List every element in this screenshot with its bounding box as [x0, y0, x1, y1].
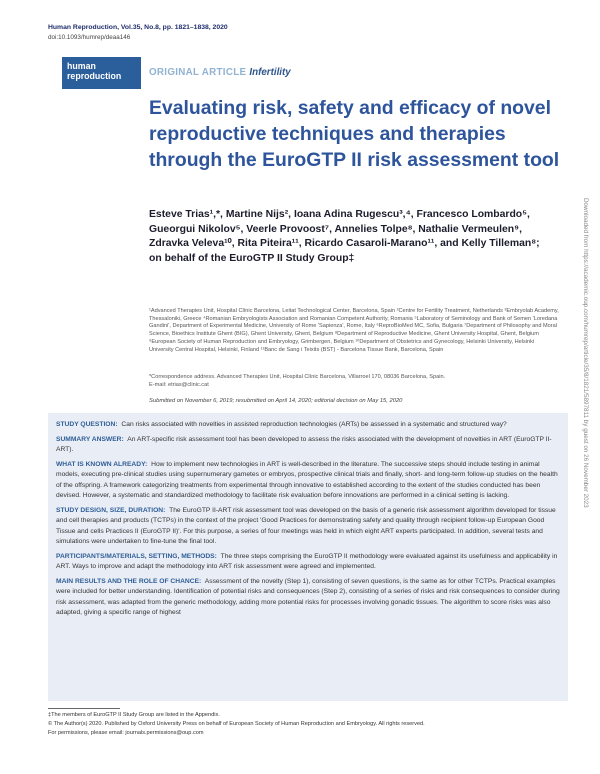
correspondence-email[interactable]: E-mail: etrias@clinic.cat	[149, 382, 209, 388]
abstract-text: How to implement new technologies in ART is well-described in the literature. The successive steps should include testing in animal models, executing pre-clinical studies using supernumerary gametes or embryos, prospective clinical trials and finally, short- and long-term follow-up studies on the health of the offspring. A framework categorizing treatments from experimental through innovative to established according to the extent of the studies conducted has been devised. However, a systematic and standardized methodology to facilitate risk evaluation before innovations are performed in a clinical setting is lacking.	[56, 460, 558, 499]
paper-title: Evaluating risk, safety and efficacy of novel reproductive techniques and therapies through the EuroGTP II risk assessment tool	[149, 97, 560, 171]
journal-logo	[62, 57, 141, 89]
abstract-heading: STUDY DESIGN, SIZE, DURATION:	[56, 506, 166, 514]
abstract-text: An ART-specific risk assessment tool has been developed to assess the risks associated with the development of novelties in ART (EuroGTP II-ART).	[56, 435, 552, 453]
structured-abstract	[48, 413, 568, 701]
abstract-heading: STUDY QUESTION:	[56, 421, 118, 428]
abstract-section	[56, 506, 561, 548]
abstract-heading: SUMMARY ANSWER:	[56, 435, 124, 443]
abstract-section	[56, 435, 561, 456]
abstract-section	[56, 577, 561, 619]
footnotes	[48, 708, 568, 738]
download-note-text: Downloaded from https://academic.oup.com/humrep/article/35/8/1821/5897811 by guest on 26 November 2023	[582, 198, 589, 508]
article-type-label: ORIGINAL ARTICLE	[149, 67, 247, 78]
author-list: Esteve Trias¹,*, Martine Nijs², Ioana Adina Rugescu³,⁴, Francesco Lombardo⁵, Gueorgui Nikolov⁵, Veerle Provoost⁷, Annelies Tolpe⁸, Nathalie Vermeulen⁹, Zdravka Veleva¹⁰, Rita Piteira¹¹, Ricardo Casaroli-Marano¹¹, and Kelly Tilleman⁸; on behalf of the EuroGTP II Study Group‡	[149, 209, 540, 264]
abstract-text: The three steps comprising the EuroGTP II methodology were evaluated against its usefulness and applicability in ART. Ways to improve and adapt the methodology into ART risk assessment were agreed and implemented.	[56, 552, 558, 570]
abstract-section	[56, 420, 561, 431]
abstract-text: The EuroGTP II-ART risk assessment tool was developed on the basis of a generic risk assessment algorithm developed for tissue and cell therapies and products (TCTPs) in the context of the project 'Good Practices for demonstrating safety and quality through recipient follow-up European Good Tissue and cells Practices II (EuroGTP II)'. For this purpose, a series of four meetings was held in which eight ART experts participated. In addition, several tests and simulations were undertaken to fine-tune the final tool.	[56, 506, 556, 545]
abstract-section	[56, 460, 561, 502]
download-note	[582, 198, 596, 598]
abstract-heading: WHAT IS KNOWN ALREADY:	[56, 460, 148, 468]
abstract-text: Assessment of the novelty (Step 1), consisting of seven questions, is the same as for other TCTPs. Practical examples were included for better understanding. Identification of potential risks and consequences (Step 2), consisting of a series of risks and risk consequences to consider during risk assessment, was adapted from the generic methodology, adding more potential risks for processes involving gonadic tissues. The algorithm to score risks was also adapted, giving a specific range of highest	[56, 577, 560, 616]
correspondence	[149, 373, 559, 389]
abstract-section	[56, 552, 561, 573]
affiliations: ¹Advanced Therapies Unit, Hospital Clínic Barcelona, Leitat Technological Center, Barcelona, Spain ²Centre for Fertility Treatment, Netherlands ³Embryolab Academy, Thessaloniki, Greece ⁴Romanian Embryologists Association and Romanian Competent Authority, Romania ⁵Laboratory of Seminology and Bank of Semen 'Loredana Gandini', Department of Experimental Medicine, University of Rome 'Sapienza', Rome, Italy ⁶ReproBioMed MC, Sofia, Bulgaria ⁷Department of Philosophy and Moral Science, Bioethics Institute Ghent (BIG), Ghent University, Ghent, Belgium ⁸Department of Reproductive Medicine, Ghent University Hospital, Ghent, Belgium ⁹European Society of Human Reproduction and Embryology, Grimbergen, Belgium ¹⁰Department of Obstetrics and Gynecology, Helsinki University, Helsinki University Central Hospital, Helsinki, Finland ¹¹Banc de Sang i Teixits (BST) - Barcelona Tissue Bank, Barcelona, Spain	[149, 308, 559, 353]
journal-citation: Human Reproduction, Vol.35, No.8, pp. 1821–1838, 2020	[48, 24, 228, 31]
submission-dates: Submitted on November 6, 2019; resubmitted on April 14, 2020; editorial decision on May 15, 2020	[149, 398, 403, 404]
abstract-heading: MAIN RESULTS AND THE ROLE OF CHANCE:	[56, 577, 202, 585]
logo-line-1: human	[67, 61, 96, 71]
footnote-copyright: © The Author(s) 2020. Published by Oxford University Press on behalf of European Society of Human Reproduction and Embryology. All rights reserved.	[48, 720, 425, 727]
abstract-heading: PARTICIPANTS/MATERIALS, SETTING, METHODS:	[56, 552, 217, 560]
doi-link[interactable]: doi:10.1093/humrep/deaa146	[48, 34, 131, 41]
logo-line-2: reproduction	[67, 71, 122, 81]
article-section: Infertility	[249, 67, 291, 78]
article-type	[149, 67, 291, 78]
footnote-divider	[48, 708, 120, 709]
footnote-study-group: ‡The members of EuroGTP II Study Group are listed in the Appendix.	[48, 712, 220, 718]
correspondence-address: *Correspondence address. Advanced Therapies Unit, Hospital Clínic Barcelona, Villarroel 170, 08036 Barcelona, Spain.	[149, 374, 446, 380]
abstract-text: Can risks associated with novelties in assisted reproduction technologies (ARTs) be assessed in a systematic and structured way?	[121, 421, 507, 428]
footnote-permissions: For permissions, please email: journals.permissions@oup.com	[48, 729, 204, 736]
